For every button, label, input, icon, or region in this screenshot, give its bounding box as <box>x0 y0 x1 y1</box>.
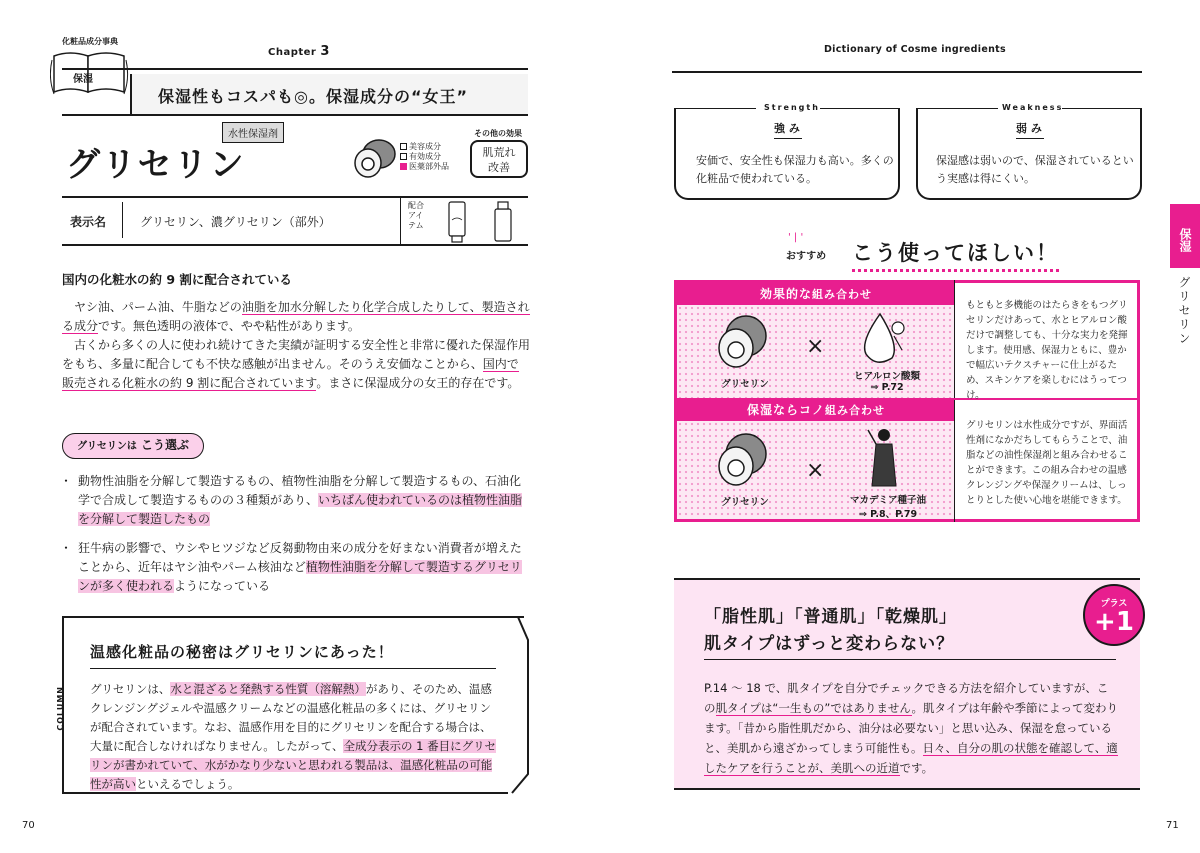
combo2-header: 保湿ならコノ組み合わせ <box>677 399 955 421</box>
ingredient-title: グリセリン <box>66 145 246 185</box>
running-head-right: Dictionary of Cosme ingredients <box>824 44 1006 55</box>
weakness-sub: 弱 み <box>1016 122 1042 135</box>
rule <box>916 108 998 109</box>
list-item: ・ 動物性油脂を分解して製造するもの、植物性油脂を分解して製造するもの、石油化学で合成して製造するものの３種類があり、いちばん使われているのは植物性油脂を分解して製造したもの <box>62 472 532 529</box>
strength-text: 安価で、安全性も保湿力も高い。多くの化粧品で使われている。 <box>696 154 894 185</box>
tagline: 保湿性もコスパも◎。保湿成分の“女王” <box>158 87 468 106</box>
rule <box>674 108 756 109</box>
page-number: 70 <box>22 820 35 831</box>
rule <box>62 244 528 246</box>
combo2-left-label: グリセリン <box>721 497 769 508</box>
checkbox-icon <box>400 143 407 150</box>
side-tab-category: 保湿 <box>1170 204 1200 268</box>
other-effect-line: 肌荒れ <box>482 146 516 159</box>
rule <box>704 659 1116 660</box>
display-names: グリセリン、濃グリセリン（部外） <box>140 215 331 229</box>
plus-one-title <box>704 604 1084 658</box>
combo1-ref: ⇒ P.72 <box>870 382 904 393</box>
page-number: 71 <box>1166 820 1179 831</box>
running-head-left: 化粧品成分事典 <box>62 37 118 46</box>
plus-one-badge <box>1083 584 1145 646</box>
avocado-icon <box>714 430 770 490</box>
chapter-label: Chapter 3 <box>268 44 330 59</box>
weakness-heading: Weakness <box>1002 103 1064 112</box>
paragraph: 古くから多くの人に使われ続けてきた実績が証明する安全性と非常に優れた保湿作用をもち、多量に配合しても不快な感触が出ません。そのうえ安価なことから、国内で販売される化粧水の約 9 割に配合されています。まさに保湿成分の女王的存在です。 <box>62 338 531 390</box>
plus-title-line: 「脂性肌」「普通肌」「乾燥肌」 <box>704 607 957 627</box>
plus-one-label: プラス <box>1100 599 1128 609</box>
recommend-title: こう使ってほしい！ <box>852 237 1059 272</box>
body-text <box>62 298 530 393</box>
combo1-left-label: グリセリン <box>721 379 769 390</box>
rule <box>62 114 528 116</box>
plus-one-text: P.14 〜 18 で、肌タイプを自分でチェックできる方法を紹介していますが、この肌タイプは“一生もの”ではありません。肌タイプは年齢や季節によって変わります。「昔から脂性肌だから、油分は必要ない」と思い込み、保湿を怠っていると、美肌から遠ざかってしまう可能性も。日々、自分の肌の状態を確認して、適したケアを行うことが、美肌への近道です。 <box>704 681 1118 775</box>
column-side-label: COLUMN <box>56 686 65 731</box>
combo1-header: 効果的な組み合わせ <box>677 283 955 305</box>
check-item: 美容成分 <box>400 142 449 152</box>
combo1-note: もともと多機能のはたらきをもつグリセリンだけあって、水とヒアルロン酸だけで調整しても、十分な実力を発揮します。使用感、保湿力ともに、豊かで幅広いテクスチャーに仕上がるため、スキンケアを楽しむにはうってつけ。 <box>966 300 1128 401</box>
times-icon: × <box>806 334 825 359</box>
rule <box>90 668 496 669</box>
combo2-ref: ⇒ P.8、P.79 <box>858 509 918 520</box>
combo2-note: グリセリンは水性成分ですが、界面活性剤になかだちしてもらうことで、油脂などの油性保湿剤と組み合わせることができます。この組み合わせの温感クレンジングや保湿クリームは、しっとりとした使い心地を堪能できます。 <box>966 420 1128 506</box>
woman-figure-icon <box>866 426 902 490</box>
drop-figure-icon <box>856 310 912 368</box>
avocado-icon <box>352 136 398 180</box>
side-tab-name: グリセリン <box>1177 276 1191 346</box>
other-effect-label: その他の効果 <box>474 129 522 138</box>
type-badge: 水性保湿剤 <box>222 122 284 143</box>
rule <box>1062 108 1142 109</box>
display-name-label: 表示名 <box>70 215 107 229</box>
divider <box>400 198 401 244</box>
plus-one-number: +1 <box>1094 607 1134 637</box>
book-tag: 保湿 <box>73 74 93 85</box>
other-effect-box <box>470 140 528 178</box>
list-item: ・ 狂牛病の影響で、ウシやヒツジなど反芻動物由来の成分を好まない消費者が増えたことから、近年はヤシ油やパーム核油など植物性油脂を分解して製造するグリセリンが多く使われるようになっている <box>62 539 532 596</box>
rule <box>62 68 528 70</box>
other-effect-line: 改善 <box>488 161 510 174</box>
times-icon: × <box>806 458 825 483</box>
checkbox-checked-icon <box>400 163 407 170</box>
lead-heading: 国内の化粧水の約 9 割に配合されている <box>62 272 292 287</box>
rule <box>820 108 900 109</box>
plus-title-line: 肌タイプはずっと変わらない？ <box>704 634 955 654</box>
divider <box>122 202 123 238</box>
weakness-text: 保湿感は弱いので、保湿されているという実感は得にくい。 <box>936 154 1134 185</box>
frame-corner <box>504 616 530 794</box>
rule <box>774 138 802 139</box>
rule <box>62 196 528 198</box>
rule <box>672 71 1142 73</box>
strength-heading: Strength <box>764 103 820 112</box>
strength-sub: 強 み <box>774 122 800 135</box>
category-checklist <box>400 142 449 172</box>
sparkle-icon: ' | ' <box>788 232 804 243</box>
paragraph: ヤシ油、パーム油、牛脂などの油脂を加水分解したり化学合成したりして、製造される成分です。無色透明の液体で、やや粘性があります。 <box>62 300 530 333</box>
tube-icon <box>446 200 468 244</box>
column-title: 温感化粧品の秘密はグリセリンにあった！ <box>90 643 394 661</box>
how-to-choose-pill: グリセリンは こう選ぶ <box>62 433 204 459</box>
combo1-right-label: ヒアルロン酸類 <box>853 371 921 382</box>
combo2-right-label: マカデミア種子油 <box>849 495 926 506</box>
check-item: 医薬部外品 <box>400 162 449 172</box>
bullet-list <box>62 472 532 606</box>
check-item: 有効成分 <box>400 152 449 162</box>
items-label: 配合アイテム <box>408 201 424 230</box>
recommend-small: おすすめ <box>786 251 827 262</box>
avocado-icon <box>714 312 770 372</box>
bottle-icon <box>492 201 514 243</box>
rule <box>1016 138 1044 139</box>
divider <box>954 280 955 522</box>
column-text: グリセリンは、水と混ざると発熱する性質（溶解熱）があり、そのため、温感クレンジングジェルや温感クリームなどの温感化粧品の多くには、グリセリンが配合されています。なお、温感作用を目的にグリセリンを配合する場合は、大量に配合しなければなりません。したがって、全成分表示の 1 番目にグリセリンが書かれていて、水がかなり少ないと思われる製品は、温感化粧品の可能性が高いといえるでしょう。 <box>90 682 496 791</box>
checkbox-icon <box>400 153 407 160</box>
